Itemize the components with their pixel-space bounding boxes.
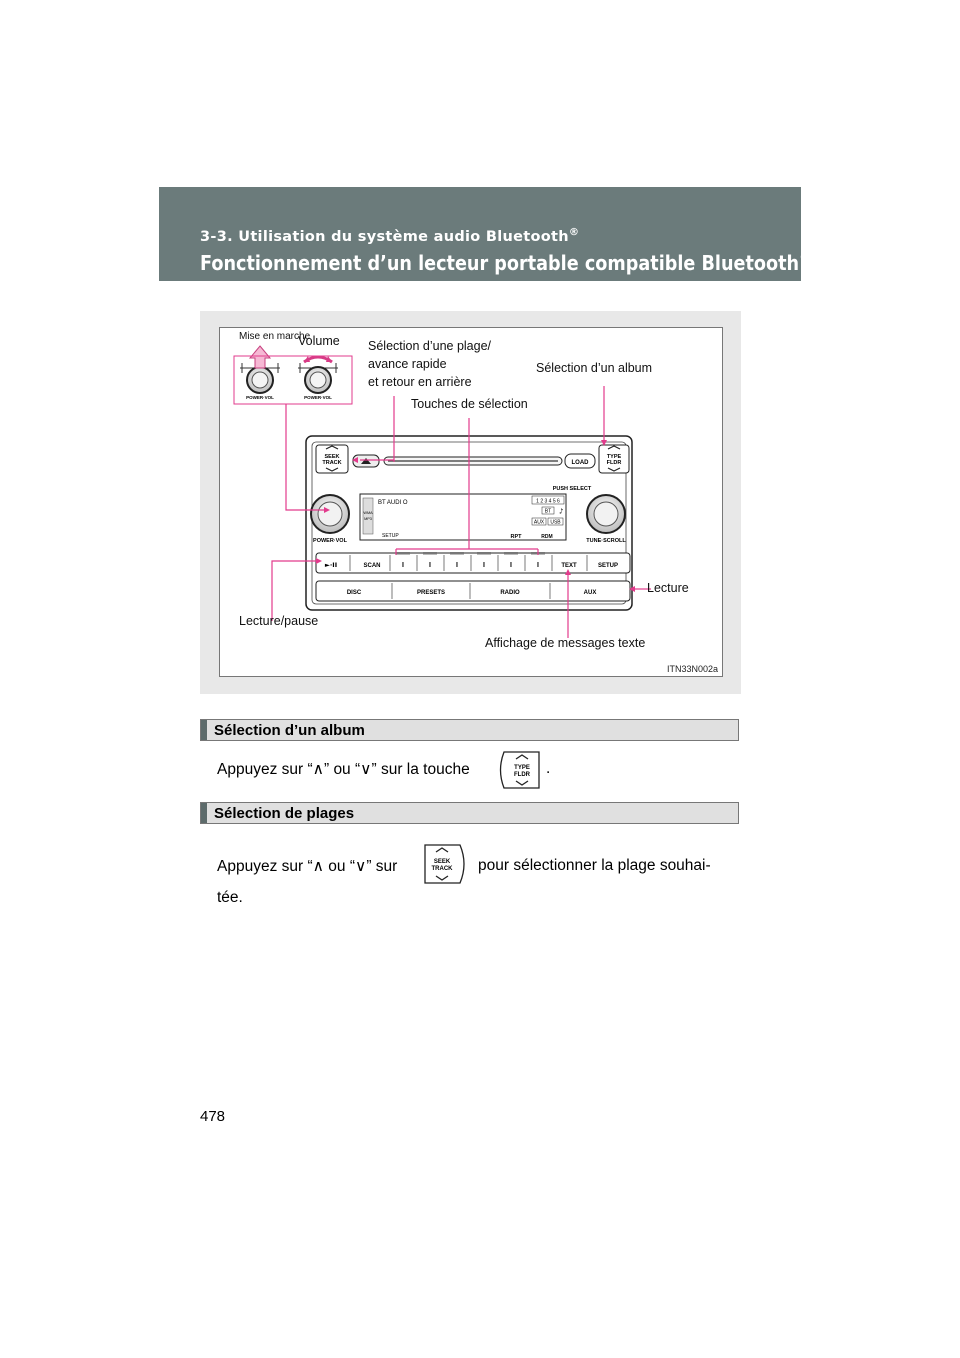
- svg-text:I: I: [510, 562, 512, 569]
- page-title: Fonctionnement d’un lecteur portable compatible Bluetooth®: [200, 250, 812, 275]
- svg-text:I: I: [429, 562, 431, 569]
- svg-text:DISC: DISC: [346, 590, 362, 596]
- svg-text:POWER·VOL: POWER·VOL: [313, 538, 347, 544]
- svg-text:SCAN: SCAN: [363, 563, 381, 569]
- power-on-label: Mise en marche: [239, 331, 311, 342]
- svg-text:WMA: WMA: [363, 511, 373, 515]
- svg-text:♪: ♪: [559, 507, 564, 516]
- album-section-header: [200, 719, 739, 741]
- svg-text:SETUP: SETUP: [597, 563, 619, 569]
- svg-text:MP3: MP3: [364, 517, 372, 521]
- svg-text:1 2 3 4 5 6: 1 2 3 4 5 6: [536, 498, 560, 505]
- track-section-title: Sélection de plages: [214, 805, 355, 822]
- svg-text:►·II: ►·II: [324, 561, 338, 569]
- svg-text:RADIO: RADIO: [500, 590, 520, 596]
- svg-text:TRACK: TRACK: [431, 866, 453, 872]
- figure-id: ITN33N002a: [666, 664, 718, 674]
- track-instruction-line2: tée.: [217, 889, 243, 906]
- play-label: Lecture: [647, 581, 689, 595]
- svg-text:TUNE·SCROLL: TUNE·SCROLL: [586, 538, 626, 544]
- svg-text:USB: USB: [550, 519, 561, 526]
- svg-text:I: I: [456, 562, 458, 569]
- svg-text:TRACK: TRACK: [322, 460, 342, 466]
- track-select-label-2: avance rapide: [368, 357, 447, 371]
- svg-text:SEEK: SEEK: [324, 454, 340, 460]
- track-instruction: Appuyez sur “∧ ou “∨” sur: [217, 858, 398, 875]
- svg-text:PUSH SELECT: PUSH SELECT: [552, 486, 592, 492]
- track-section-header: [200, 802, 739, 824]
- section-label: 3-3. Utilisation du système audio Bluetooth®: [200, 227, 580, 245]
- album-instruction-end: .: [546, 760, 551, 777]
- album-instruction: Appuyez sur “∧” ou “∨” sur la touche: [217, 761, 470, 778]
- svg-text:TEXT: TEXT: [561, 563, 577, 569]
- svg-text:I: I: [402, 562, 404, 569]
- svg-text:AUX: AUX: [583, 590, 597, 596]
- section-marker: [201, 803, 207, 823]
- svg-text:FLDR: FLDR: [606, 460, 622, 466]
- section-marker: [201, 720, 207, 740]
- text-display-label: Affichage de messages texte: [485, 636, 646, 650]
- svg-text:POWER·VOL: POWER·VOL: [304, 395, 332, 400]
- svg-text:POWER·VOL: POWER·VOL: [246, 395, 274, 400]
- power-knob-detail: [240, 346, 280, 400]
- play-pause-label: Lecture/pause: [239, 614, 319, 628]
- album-select-label: Sélection d’un album: [536, 361, 653, 375]
- svg-text:I: I: [483, 562, 485, 569]
- svg-text:BT AUDI O: BT AUDI O: [378, 500, 408, 506]
- audio-unit-figure: [219, 327, 723, 677]
- track-select-label-3: et retour en arrière: [368, 375, 472, 389]
- svg-text:BT: BT: [544, 508, 552, 515]
- svg-text:PRESETS: PRESETS: [416, 590, 446, 596]
- svg-text:I: I: [537, 562, 539, 569]
- svg-text:SEEK: SEEK: [433, 859, 451, 865]
- page-number: 478: [200, 1108, 226, 1125]
- svg-text:SETUP: SETUP: [382, 533, 399, 539]
- svg-text:RPT: RPT: [510, 534, 522, 540]
- volume-knob-detail: [298, 356, 338, 400]
- volume-label: Volume: [298, 334, 340, 348]
- album-section-title: Sélection d’un album: [214, 722, 365, 739]
- svg-text:LOAD: LOAD: [571, 460, 589, 466]
- preset-keys-label: Touches de sélection: [411, 397, 528, 411]
- track-select-label-1: Sélection d’une plage/: [368, 339, 492, 353]
- seek-track-button-icon: [424, 844, 470, 884]
- svg-text:FLDR: FLDR: [514, 772, 530, 778]
- type-fldr-button-icon: [496, 751, 540, 789]
- svg-text:TYPE: TYPE: [514, 765, 530, 771]
- svg-text:RDM: RDM: [541, 534, 553, 540]
- track-instruction-end: pour sélectionner la plage souhai-: [478, 857, 711, 874]
- svg-text:AUX: AUX: [533, 519, 545, 526]
- svg-text:TYPE: TYPE: [606, 454, 622, 460]
